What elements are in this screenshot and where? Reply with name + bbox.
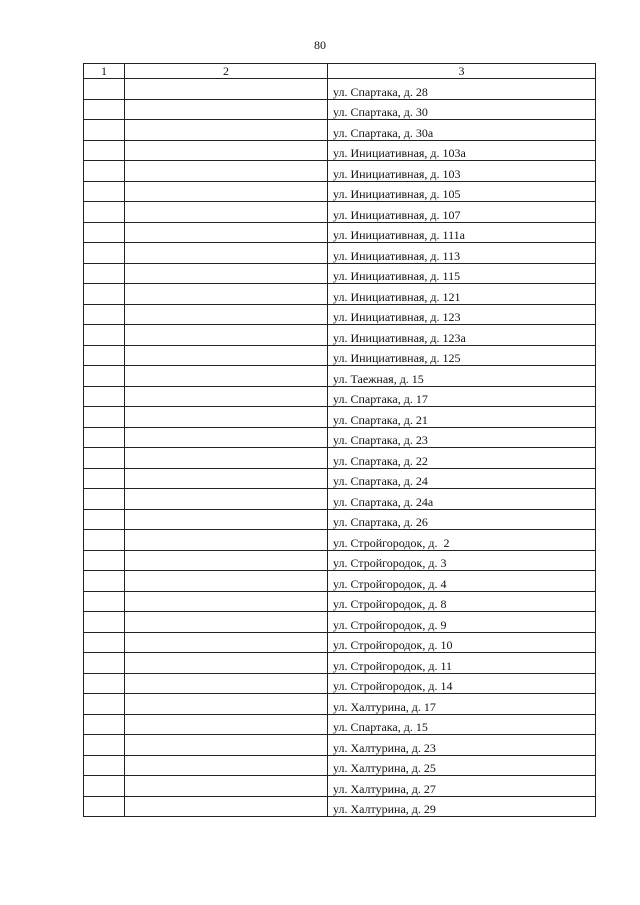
address-cell: ул. Халтурина, д. 17 xyxy=(328,694,596,715)
cell-col-2 xyxy=(125,714,328,735)
address-cell: ул. Инициативная, д. 123а xyxy=(328,325,596,346)
cell-col-2 xyxy=(125,202,328,223)
cell-col-2 xyxy=(125,325,328,346)
table-row xyxy=(84,202,596,223)
address-cell: ул. Халтурина, д. 23 xyxy=(328,735,596,756)
cell-col-1 xyxy=(84,755,125,776)
cell-col-2 xyxy=(125,427,328,448)
cell-col-2 xyxy=(125,653,328,674)
cell-col-1 xyxy=(84,468,125,489)
cell-col-1 xyxy=(84,263,125,284)
cell-col-2 xyxy=(125,530,328,551)
address-table xyxy=(83,63,596,817)
cell-col-2 xyxy=(125,509,328,530)
cell-col-2 xyxy=(125,796,328,817)
address-cell: ул. Халтурина, д. 27 xyxy=(328,776,596,797)
address-cell: ул. Стройгородок, д. 9 xyxy=(328,612,596,633)
header-row xyxy=(84,64,596,79)
cell-col-2 xyxy=(125,222,328,243)
table-row xyxy=(84,755,596,776)
table-header xyxy=(84,64,596,79)
cell-col-2 xyxy=(125,776,328,797)
cell-col-1 xyxy=(84,202,125,223)
cell-col-2 xyxy=(125,140,328,161)
cell-col-1 xyxy=(84,284,125,305)
address-cell: ул. Инициативная, д. 121 xyxy=(328,284,596,305)
column-header-1: 1 xyxy=(84,64,125,79)
cell-col-1 xyxy=(84,99,125,120)
cell-col-1 xyxy=(84,448,125,469)
cell-col-1 xyxy=(84,427,125,448)
cell-col-2 xyxy=(125,120,328,141)
cell-col-1 xyxy=(84,325,125,346)
table-row xyxy=(84,653,596,674)
table-row xyxy=(84,263,596,284)
table-row xyxy=(84,776,596,797)
cell-col-2 xyxy=(125,386,328,407)
cell-col-1 xyxy=(84,120,125,141)
address-cell: ул. Инициативная, д. 111а xyxy=(328,222,596,243)
cell-col-1 xyxy=(84,161,125,182)
cell-col-1 xyxy=(84,612,125,633)
cell-col-2 xyxy=(125,407,328,428)
column-header-2: 2 xyxy=(125,64,328,79)
address-cell: ул. Халтурина, д. 25 xyxy=(328,755,596,776)
table-row xyxy=(84,509,596,530)
cell-col-1 xyxy=(84,673,125,694)
address-cell: ул. Инициативная, д. 123 xyxy=(328,304,596,325)
address-cell: ул. Халтурина, д. 29 xyxy=(328,796,596,817)
page-number: 80 xyxy=(314,38,326,52)
table-row xyxy=(84,407,596,428)
cell-col-2 xyxy=(125,632,328,653)
column-header-3: 3 xyxy=(328,64,596,79)
address-cell: ул. Спартака, д. 21 xyxy=(328,407,596,428)
cell-col-1 xyxy=(84,489,125,510)
cell-col-1 xyxy=(84,591,125,612)
table-row xyxy=(84,99,596,120)
cell-col-1 xyxy=(84,776,125,797)
cell-col-1 xyxy=(84,694,125,715)
address-cell: ул. Инициативная, д. 115 xyxy=(328,263,596,284)
table-row xyxy=(84,304,596,325)
cell-col-1 xyxy=(84,530,125,551)
table-row xyxy=(84,489,596,510)
cell-col-2 xyxy=(125,735,328,756)
cell-col-2 xyxy=(125,161,328,182)
cell-col-2 xyxy=(125,468,328,489)
table-row xyxy=(84,181,596,202)
cell-col-2 xyxy=(125,181,328,202)
address-cell: ул. Стройгородок, д. 8 xyxy=(328,591,596,612)
address-cell: ул. Таежная, д. 15 xyxy=(328,366,596,387)
cell-col-1 xyxy=(84,550,125,571)
address-cell: ул. Спартака, д. 26 xyxy=(328,509,596,530)
cell-col-1 xyxy=(84,79,125,100)
cell-col-1 xyxy=(84,345,125,366)
table-row xyxy=(84,448,596,469)
address-cell: ул. Спартака, д. 15 xyxy=(328,714,596,735)
cell-col-1 xyxy=(84,304,125,325)
cell-col-2 xyxy=(125,673,328,694)
cell-col-1 xyxy=(84,407,125,428)
table-row xyxy=(84,140,596,161)
cell-col-2 xyxy=(125,755,328,776)
cell-col-1 xyxy=(84,243,125,264)
cell-col-1 xyxy=(84,386,125,407)
cell-col-1 xyxy=(84,796,125,817)
table-row xyxy=(84,591,596,612)
table-row xyxy=(84,427,596,448)
table-row xyxy=(84,325,596,346)
cell-col-1 xyxy=(84,653,125,674)
address-cell: ул. Спартака, д. 17 xyxy=(328,386,596,407)
table-row xyxy=(84,284,596,305)
cell-col-1 xyxy=(84,714,125,735)
cell-col-1 xyxy=(84,509,125,530)
table-row xyxy=(84,612,596,633)
cell-col-2 xyxy=(125,489,328,510)
address-cell: ул. Спартака, д. 28 xyxy=(328,79,596,100)
cell-col-1 xyxy=(84,571,125,592)
address-cell: ул. Инициативная, д. 103а xyxy=(328,140,596,161)
table-row xyxy=(84,161,596,182)
table-row xyxy=(84,714,596,735)
table-row xyxy=(84,243,596,264)
address-cell: ул. Стройгородок, д. 4 xyxy=(328,571,596,592)
address-cell: ул. Спартака, д. 23 xyxy=(328,427,596,448)
table-row xyxy=(84,694,596,715)
table-row xyxy=(84,79,596,100)
address-cell: ул. Спартака, д. 24а xyxy=(328,489,596,510)
table-row xyxy=(84,632,596,653)
table-row xyxy=(84,550,596,571)
cell-col-2 xyxy=(125,243,328,264)
address-cell: ул. Спартака, д. 30 xyxy=(328,99,596,120)
address-cell: ул. Спартака, д. 30а xyxy=(328,120,596,141)
table-row xyxy=(84,673,596,694)
address-cell: ул. Спартака, д. 22 xyxy=(328,448,596,469)
cell-col-2 xyxy=(125,79,328,100)
table-row xyxy=(84,530,596,551)
table-row xyxy=(84,222,596,243)
cell-col-1 xyxy=(84,181,125,202)
table-row xyxy=(84,366,596,387)
address-cell: ул. Инициативная, д. 103 xyxy=(328,161,596,182)
cell-col-2 xyxy=(125,571,328,592)
address-cell: ул. Стройгородок, д. 14 xyxy=(328,673,596,694)
address-cell: ул. Стройгородок, д. 3 xyxy=(328,550,596,571)
address-cell: ул. Инициативная, д. 125 xyxy=(328,345,596,366)
cell-col-2 xyxy=(125,612,328,633)
cell-col-2 xyxy=(125,304,328,325)
cell-col-2 xyxy=(125,284,328,305)
address-cell: ул. Стройгородок, д. 2 xyxy=(328,530,596,551)
cell-col-2 xyxy=(125,550,328,571)
cell-col-1 xyxy=(84,632,125,653)
table-row xyxy=(84,571,596,592)
table-row xyxy=(84,120,596,141)
address-cell: ул. Стройгородок, д. 11 xyxy=(328,653,596,674)
cell-col-2 xyxy=(125,591,328,612)
cell-col-2 xyxy=(125,448,328,469)
cell-col-2 xyxy=(125,263,328,284)
cell-col-1 xyxy=(84,735,125,756)
address-cell: ул. Инициативная, д. 107 xyxy=(328,202,596,223)
cell-col-1 xyxy=(84,366,125,387)
cell-col-2 xyxy=(125,694,328,715)
table-row xyxy=(84,796,596,817)
cell-col-2 xyxy=(125,99,328,120)
address-cell: ул. Инициативная, д. 105 xyxy=(328,181,596,202)
cell-col-2 xyxy=(125,366,328,387)
cell-col-1 xyxy=(84,222,125,243)
address-cell: ул. Инициативная, д. 113 xyxy=(328,243,596,264)
table-body xyxy=(84,79,596,817)
table-row xyxy=(84,468,596,489)
table-row xyxy=(84,345,596,366)
cell-col-2 xyxy=(125,345,328,366)
address-cell: ул. Спартака, д. 24 xyxy=(328,468,596,489)
table-row xyxy=(84,735,596,756)
address-cell: ул. Стройгородок, д. 10 xyxy=(328,632,596,653)
cell-col-1 xyxy=(84,140,125,161)
table-row xyxy=(84,386,596,407)
